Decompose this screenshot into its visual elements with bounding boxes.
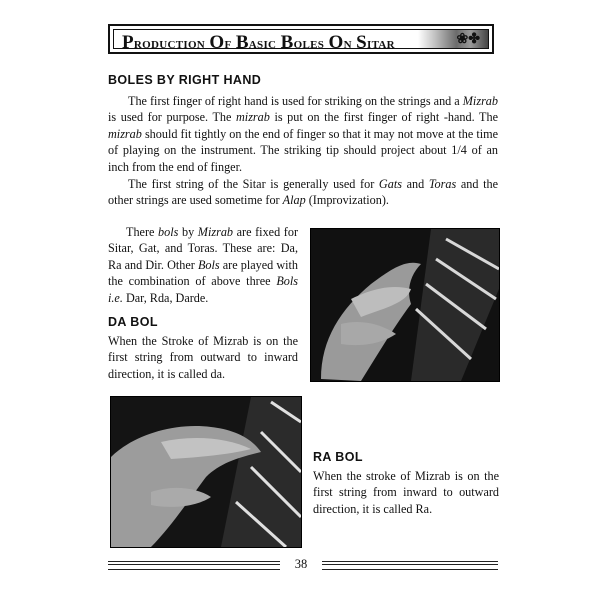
ornament-icon: ❀✤ xyxy=(456,32,480,47)
italic-term: Gats xyxy=(378,177,402,191)
paragraph-bols-list xyxy=(108,224,298,306)
italic-term: mizrab xyxy=(236,110,270,125)
footer-rule-right xyxy=(322,561,498,570)
italic-term: Alap xyxy=(282,193,306,208)
chapter-title xyxy=(122,32,395,49)
photo-hand-striking-strings-1 xyxy=(310,228,500,382)
paragraph-ra-bol: When the stroke of Mizrab is on the first string from inward to outward direction, it is called Ra. xyxy=(313,469,499,516)
text-run: are fixed for Sitar, Gat, and Toras. These are: Da, Ra and Dir. Other xyxy=(108,225,298,272)
section-heading-da-bol: DA BOL xyxy=(108,315,158,329)
paragraph-da-bol: When the Stroke of Mizrab is on the first string from outward to inward direction, it is called da. xyxy=(108,334,298,381)
banner-ornament xyxy=(418,30,488,48)
text-run: (Improvization). xyxy=(305,193,389,208)
page-number: 38 xyxy=(294,557,308,571)
text-run: is used for purpose. The xyxy=(108,110,236,125)
section-heading-ra-bol: RA BOL xyxy=(313,450,363,464)
title-word: On xyxy=(328,32,352,49)
italic-term: Toras xyxy=(428,177,457,191)
title-word: Production xyxy=(122,32,206,49)
text-run: The first finger of right hand is used for striking on the strings and a xyxy=(128,94,463,108)
title-word: Sitar xyxy=(356,32,395,49)
italic-term: Bols i.e. xyxy=(108,274,298,305)
italic-term: bols xyxy=(158,225,179,239)
italic-term: Bols xyxy=(197,257,220,272)
text-run: is put on the first finger of right -hand. The xyxy=(269,110,498,125)
title-word: Basic xyxy=(235,32,277,49)
text-run: are played with the combination of above three xyxy=(108,257,298,289)
text-run: The first string of the Sitar is generally used for xyxy=(128,177,379,191)
italic-term: Mizrab xyxy=(197,225,234,239)
text-run: and xyxy=(401,177,429,191)
paragraph-first-string xyxy=(108,176,498,209)
text-run: should fit tightly on the end of finger so that it may not move at the time of playing on the instrument. The striking tip should project about 1/4 of an inch from the end of finger. xyxy=(108,126,498,174)
photo-hand-striking-strings-2 xyxy=(110,396,302,548)
section-heading-boles: BOLES BY RIGHT HAND xyxy=(108,73,262,87)
text-run: There xyxy=(126,225,159,239)
text-run: Dar, Rda, Darde. xyxy=(122,290,209,305)
text-run: and the other strings are used sometime for xyxy=(108,177,498,208)
italic-term: mizrab xyxy=(108,126,142,141)
italic-term: Mizrab xyxy=(462,94,498,108)
paragraph-mizrab-intro xyxy=(108,93,498,175)
title-word: Boles xyxy=(280,32,325,49)
footer-rule-left xyxy=(108,561,280,570)
chapter-title-banner xyxy=(108,24,494,54)
title-word: Of xyxy=(209,32,232,49)
text-run: by xyxy=(178,225,198,239)
